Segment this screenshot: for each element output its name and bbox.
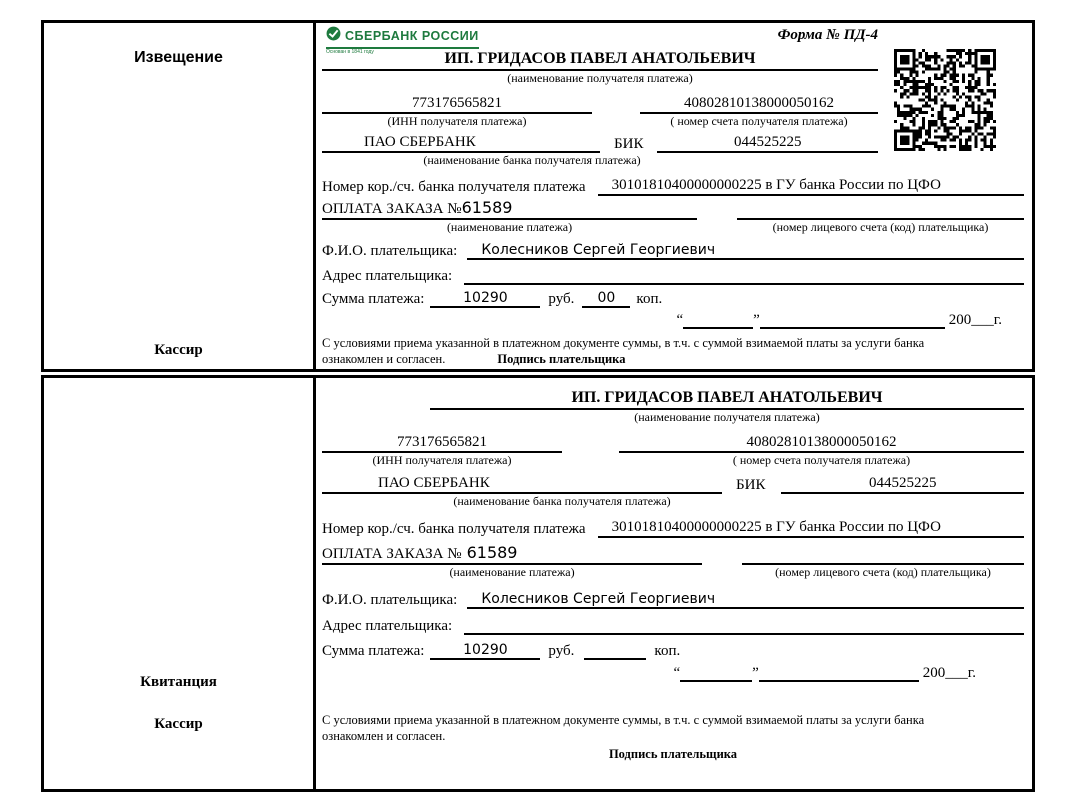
receipt-section bbox=[41, 375, 1035, 792]
year-label: 200___г. bbox=[922, 665, 976, 681]
year-label: 200___г. bbox=[948, 312, 1002, 328]
bik-label: БИК bbox=[614, 136, 644, 152]
amount-label: Сумма платежа: bbox=[322, 643, 425, 659]
date-month-line bbox=[759, 680, 919, 682]
cashier-label: Кассир bbox=[154, 716, 203, 732]
purpose-prefix: ОПЛАТА ЗАКАЗА № bbox=[322, 201, 462, 217]
rub-label: руб. bbox=[548, 291, 575, 307]
sberbank-logo bbox=[326, 26, 479, 55]
personal-caption: (номер лицевого счета (код) плательщика) bbox=[775, 565, 991, 579]
inn-caption: (ИНН получателя платежа) bbox=[387, 114, 527, 128]
date-day-line bbox=[683, 327, 753, 329]
date-quote-close: ” bbox=[753, 312, 760, 328]
purpose-caption: (наименование платежа) bbox=[446, 220, 573, 234]
payer-address-value bbox=[464, 633, 1024, 635]
account-caption: ( номер счета получателя платежа) bbox=[732, 453, 911, 467]
notice-form bbox=[316, 23, 1032, 369]
receipt-label: Квитанция bbox=[140, 674, 217, 690]
account-value: 40802810138000050162 bbox=[619, 434, 1024, 453]
account-caption: ( номер счета получателя платежа) bbox=[670, 114, 848, 128]
bank-caption: (наименование банка получателя платежа) bbox=[453, 494, 671, 508]
payee-caption: (наименование получателя платежа) bbox=[634, 410, 820, 424]
date-month-line bbox=[760, 327, 945, 329]
bik-label: БИК bbox=[736, 477, 766, 493]
inn-value: 773176565821 bbox=[322, 434, 562, 453]
personal-caption: (номер лицевого счета (код) плательщика) bbox=[772, 220, 989, 234]
amount-kop-value bbox=[584, 658, 646, 660]
purpose-prefix: ОПЛАТА ЗАКАЗА № bbox=[322, 546, 462, 562]
signature-label: Подпись плательщика bbox=[497, 352, 626, 366]
agreement-line1: С условиями приема указанной в платежном документе суммы, в т.ч. с суммой взимаемой платы за услуги банка bbox=[322, 336, 925, 350]
inn-value: 773176565821 bbox=[322, 95, 592, 114]
bik-value: 044525225 bbox=[657, 134, 878, 153]
sberbank-brand-text: СБЕРБАНК РОССИИ bbox=[345, 29, 479, 43]
date-day-line bbox=[680, 680, 752, 682]
notice-label: Извещение bbox=[134, 49, 223, 66]
order-number: 61589 bbox=[461, 198, 513, 217]
bank-caption: (наименование банка получателя платежа) bbox=[423, 153, 641, 167]
notice-section bbox=[41, 20, 1035, 372]
sberbank-tagline: Основан в 1841 году bbox=[326, 49, 374, 55]
payer-name-label: Ф.И.О. плательщика: bbox=[322, 592, 458, 608]
receipt-side-column bbox=[44, 378, 316, 789]
corr-account-value: 30101810400000000225 в ГУ банка России по ЦФО bbox=[598, 177, 1024, 196]
purpose-caption: (наименование платежа) bbox=[449, 565, 575, 579]
payer-address-value bbox=[464, 283, 1024, 285]
date-quote-close: ” bbox=[752, 665, 759, 681]
signature-label: Подпись плательщика bbox=[608, 747, 738, 761]
payee-caption: (наименование получателя платежа) bbox=[507, 71, 693, 85]
payer-address-label: Адрес плательщика: bbox=[322, 618, 453, 634]
kop-label: коп. bbox=[654, 643, 681, 659]
corr-account-label: Номер кор./сч. банка получателя платежа bbox=[322, 521, 586, 537]
kop-label: коп. bbox=[636, 291, 663, 307]
payment-purpose bbox=[322, 198, 697, 220]
qr-code bbox=[894, 49, 996, 151]
amount-rub-value: 10290 bbox=[430, 290, 540, 308]
amount-kop-value: 00 bbox=[582, 290, 630, 308]
date-quote-open: “ bbox=[673, 665, 681, 681]
agreement-line1: С условиями приема указанной в платежном документе суммы, в т.ч. с суммой взимаемой платы за услуги банка bbox=[322, 713, 925, 727]
order-number: 61589 bbox=[466, 543, 518, 562]
payer-address-label: Адрес плательщика: bbox=[322, 268, 453, 284]
bik-value: 044525225 bbox=[781, 475, 1024, 494]
rub-label: руб. bbox=[548, 643, 575, 659]
payer-name-value: Колесников Сергей Георгиевич bbox=[467, 591, 1024, 609]
date-quote-open: “ bbox=[676, 312, 684, 328]
account-value: 40802810138000050162 bbox=[640, 95, 878, 114]
notice-side-column bbox=[44, 23, 316, 369]
payer-name-value: Колесников Сергей Георгиевич bbox=[467, 242, 1024, 260]
sberbank-logo-icon bbox=[326, 26, 341, 46]
bank-name-value: ПАО СБЕРБАНК bbox=[322, 475, 722, 494]
bank-name-value: ПАО СБЕРБАНК bbox=[322, 134, 600, 153]
payee-name: ИП. ГРИДАСОВ ПАВЕЛ АНАТОЛЬЕВИЧ bbox=[430, 389, 1024, 410]
agreement-line2: ознакомлен и согласен. bbox=[322, 352, 446, 366]
form-number-label: Форма № ПД-4 bbox=[777, 27, 878, 43]
cashier-label: Кассир bbox=[154, 342, 203, 358]
payment-purpose bbox=[322, 543, 702, 565]
corr-account-label: Номер кор./сч. банка получателя платежа bbox=[322, 179, 586, 195]
inn-caption: (ИНН получателя платежа) bbox=[372, 453, 512, 467]
receipt-form bbox=[316, 378, 1032, 789]
amount-label: Сумма платежа: bbox=[322, 291, 425, 307]
agreement-line2: ознакомлен и согласен. bbox=[322, 729, 446, 743]
payer-name-label: Ф.И.О. плательщика: bbox=[322, 243, 458, 259]
payee-name: ИП. ГРИДАСОВ ПАВЕЛ АНАТОЛЬЕВИЧ bbox=[322, 50, 878, 71]
form-header bbox=[322, 26, 878, 55]
amount-rub-value: 10290 bbox=[430, 642, 540, 660]
corr-account-value: 30101810400000000225 в ГУ банка России по ЦФО bbox=[598, 519, 1024, 538]
